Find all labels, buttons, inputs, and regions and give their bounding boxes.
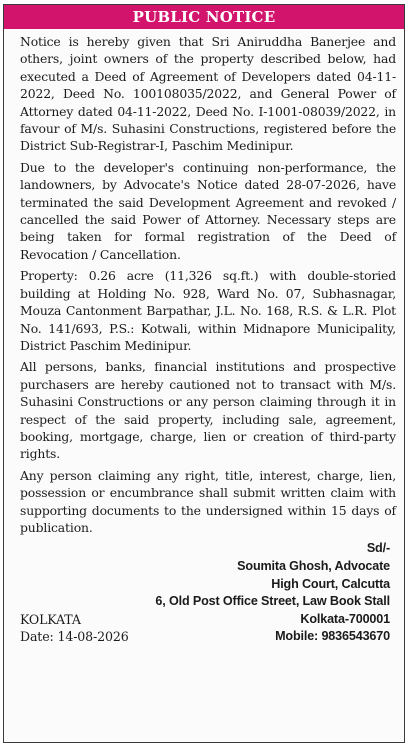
paragraph-property: Property: 0.26 acre (11,326 sq.ft.) with double-storied building at Holding No. 928, Ward No. 07, Subhasnagar, Mouza Cantonment Barpathar, J.L. No. 168, R.S. & L.R. Plot No. 141/693, P.S.: Kotwali, within Midnapore Municipality, District Paschim Medinipur. <box>20 268 396 353</box>
notice-body <box>4 29 404 646</box>
signature-sd: Sd/- <box>366 541 390 556</box>
office-address: 6, Old Post Office Street, Law Book Stall <box>155 594 390 609</box>
paragraph-termination: Due to the developer's continuing non-performance, the landowners, by Advocate's Notice dated 28-07-2026, have terminated the said Development Agreement and revoked / cancelled the said Power of Attorney. Necessary steps are being taken for formal registration of the Deed of Revocation / Cancellation. <box>20 159 396 262</box>
signature-block <box>20 540 396 610</box>
pin-code: Kolkata-700001 <box>300 611 390 626</box>
public-notice <box>3 4 405 743</box>
city-pin-row <box>20 611 396 629</box>
notice-title: PUBLIC NOTICE <box>4 5 404 29</box>
date-mobile-row <box>20 628 396 646</box>
notice-date: Date: 14-08-2026 <box>20 629 129 645</box>
city-label: KOLKATA <box>20 611 81 627</box>
advocate-name: Soumita Ghosh, Advocate <box>237 558 390 573</box>
paragraph-deed-details: Notice is hereby given that Sri Aniruddha Banerjee and others, joint owners of the property described below, had executed a Deed of Agreement of Developers dated 04-11-2022, Deed No. 100108035/2022, and General Power of Attorney dated 04-11-2022, Deed No. I-1001-08039/2022, in favour of M/s. Suhasini Constructions, registered before the District Sub-Registrar-I, Paschim Medinipur. <box>20 34 396 154</box>
paragraph-caution: All persons, banks, financial institutions and prospective purchasers are hereby cautioned not to transact with M/s. Suhasini Constructions or any person claiming through it in respect of the said property, including sale, agreement, booking, mortgage, charge, lien or creation of third-party rights. <box>20 359 396 462</box>
court-name: High Court, Calcutta <box>271 576 390 591</box>
paragraph-claims: Any person claiming any right, title, interest, charge, lien, possession or encumbrance shall submit written claim with supporting documents to the undersigned within 15 days of publication. <box>20 467 396 535</box>
mobile-number: Mobile: 9836543670 <box>275 629 390 644</box>
